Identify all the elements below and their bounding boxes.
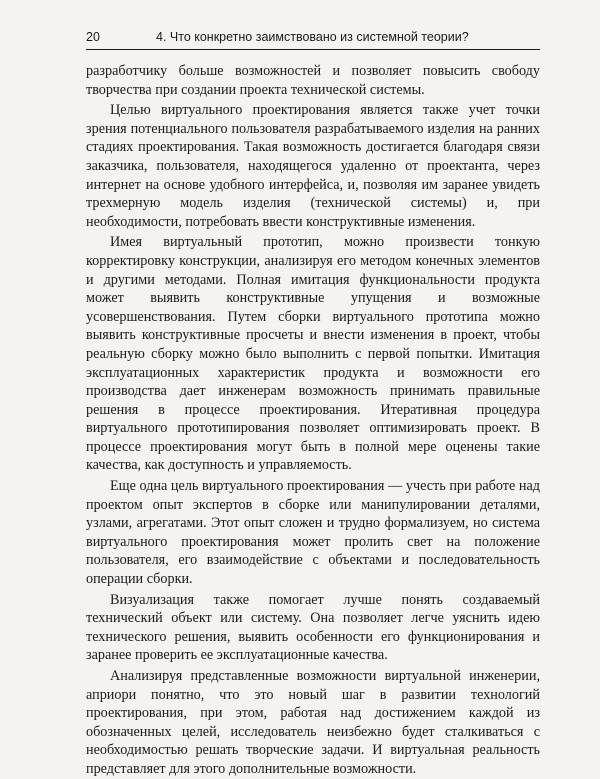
paragraph: Еще одна цель виртуального проектирования — учесть при работе над проектом опыт экспертов в сборке или манипулировании деталями, узлами, агрегатами. Этот опыт сложен и трудно формализуем, но система виртуального проектирования может пролить свет на положение пользователя, его взаимодействие с объектами и последовательность операции сборки. [86, 478, 540, 588]
paragraph: Целью виртуального проектирования является также учет точки зрения потенциального пользователя разрабатываемого изделия на ранних стадиях проектирования. Такая возможность достигается благодаря связи заказчика, пользователя, находящегося удаленно от проектанта, через интернет на основе удобного интерфейса, и, позволяя им заранее увидеть трехмерную модель изделия (технической системы) и, при необходимости, потребовать ввести конструктивные изменения. [86, 102, 540, 230]
page-number: 20 [86, 30, 100, 44]
running-title: 4. Что конкретно заимствовано из системной теории? [156, 30, 469, 44]
paragraph: Визуализация также помогает лучше понять создаваемый технический объект или систему. Она позволяет легче уяснить идею технического решения, выявить особенности его функционирования и заранее проверить ее эксплуатационные качества. [86, 591, 540, 664]
page-header [86, 30, 540, 50]
paragraph: разработчику больше возможностей и позволяет повысить свободу творчества при создании проекта технической системы. [86, 63, 540, 98]
body-text [86, 62, 540, 779]
paragraph: Имея виртуальный прототип, можно произвести тонкую корректировку конструкции, анализируя его методом конечных элементов и другими методами. Полная имитация функциональности продукта может выявить конструктивные упущения и возможные усовершенствования. Путем сборки виртуального прототипа можно выявить конструктивные просчеты и внести изменения в проект, чтобы реальную сборку можно было выполнить с первой попытки. Имитация эксплуатационных характеристик продукта и возможности его производства дает инженерам возможность принимать правильные решения в процессе проектирования. Итеративная процедура виртуального прототипирования позволяет оптимизировать проект. В процессе проектирования могут быть в полной мере оценены такие качества, как доступность и управляемость. [86, 234, 540, 474]
paragraph: Анализируя представленные возможности виртуальной инженерии, априори понятно, что это новый шаг в развитии технологий проектирования, при этом, работая над достижением каждой из обозначенных целей, исследователь неизбежно будет сталкиваться с необходимостью решать творческие задачи. И виртуальная реальность представляет для этого дополнительные возможности. [86, 668, 540, 777]
